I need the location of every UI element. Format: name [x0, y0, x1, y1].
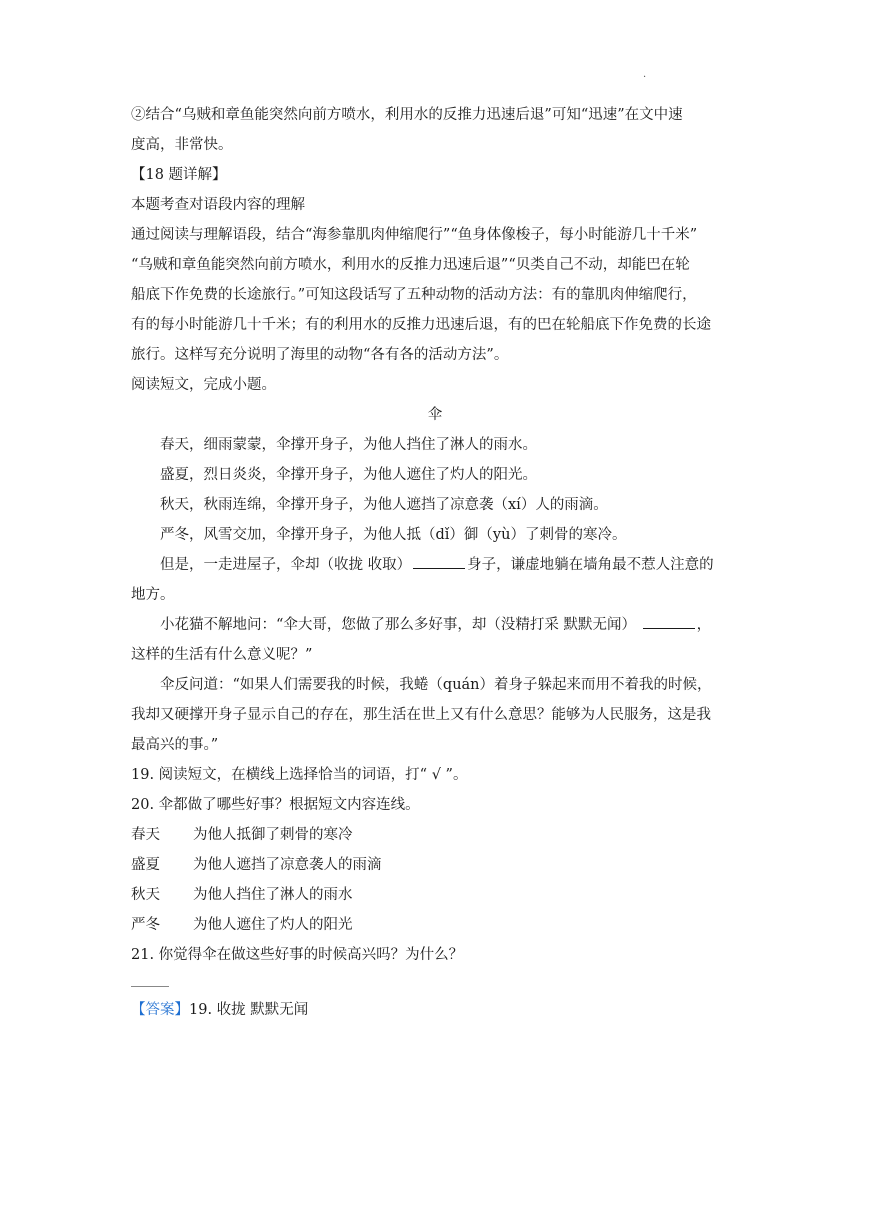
answer-tag: 【答案】 — [131, 1002, 189, 1018]
match-deed: 为他人挡住了淋人的雨水 — [193, 887, 353, 903]
para5-text-before: 但是，一走进屋子，伞却（收拢 收取） — [160, 557, 412, 573]
section-divider — [131, 986, 169, 987]
answer-text: 19. 收拢 默默无闻 — [189, 1002, 309, 1018]
match-season: 春天 — [131, 827, 160, 843]
passage-para-cat-question-cont: 这样的生活有什么意义呢？” — [131, 647, 313, 663]
para6-text-after: ， — [696, 617, 712, 633]
match-deed: 为他人遮住了灼人的阳光 — [193, 917, 353, 933]
match-deed: 为他人抵御了刺骨的寒冷 — [193, 827, 353, 843]
passage-para-autumn: 秋天，秋雨连绵，伞撑开身子，为他人遮挡了凉意袭（xí）人的雨滴。 — [160, 497, 608, 513]
passage-para-winter: 严冬，风雪交加，伞撑开身子，为他人抵（dǐ）御（yù）了刺骨的寒冷。 — [160, 527, 627, 543]
q18-explanation-line: 船底下作免费的长途旅行。”可知这段话写了五种动物的活动方法：有的靠肌肉伸缩爬行， — [131, 287, 697, 303]
prev-explanation-line-1: ②结合“乌贼和章鱼能突然向前方喷水，利用水的反推力迅速后退”可知“迅速”在文中速 — [131, 107, 683, 123]
match-season: 严冬 — [131, 917, 160, 933]
q18-explanation-line: 通过阅读与理解语段，结合“海参靠肌肉伸缩爬行”“鱼身体像梭子，每小时能游几十千米” — [131, 227, 698, 243]
passage-para-summer: 盛夏，烈日炎炎，伞撑开身子，为他人遮住了灼人的阳光。 — [160, 467, 537, 483]
header-mark: · — [643, 72, 647, 83]
match-season: 盛夏 — [131, 857, 160, 873]
para6-text-before: 小花猫不解地问：“伞大哥，您做了那么多好事，却（没精打采 默默无闻） — [160, 617, 637, 633]
document-body — [131, 100, 739, 1025]
match-row — [131, 820, 739, 850]
answer-blank-2[interactable] — [643, 612, 695, 629]
passage-para-indoors-cont: 地方。 — [131, 587, 175, 603]
q18-explanation-line: “乌贼和章鱼能突然向前方喷水，利用水的反推力迅速后退”“贝类自己不动，却能巴在轮 — [131, 257, 690, 273]
answer-blank-1[interactable] — [413, 552, 465, 569]
match-row — [131, 910, 739, 940]
answer-line — [131, 995, 739, 1025]
passage-para-umbrella-reply: 伞反问道：“如果人们需要我的时候，我蜷（quán）着身子躲起来而用不着我的时候， — [160, 677, 712, 693]
match-deed: 为他人遮挡了凉意袭人的雨滴 — [193, 857, 382, 873]
match-row — [131, 850, 739, 880]
passage-para-indoors — [131, 550, 739, 580]
passage-para-spring: 春天，细雨蒙蒙，伞撑开身子，为他人挡住了淋人的雨水。 — [160, 437, 537, 453]
question-21: 21. 你觉得伞在做这些好事的时候高兴吗？为什么？ — [131, 947, 464, 963]
match-row — [131, 880, 739, 910]
question-19: 19. 阅读短文，在横线上选择恰当的词语，打“ √ ”。 — [131, 767, 468, 783]
q18-explanation-line: 有的每小时能游几十千米；有的利用水的反推力迅速后退，有的巴在轮船底下作免费的长途 — [131, 317, 711, 333]
prev-explanation-line-2: 度高，非常快。 — [131, 137, 233, 153]
q18-explanation-line: 旅行。这样写充分说明了海里的动物“各有各的活动方法”。 — [131, 347, 509, 363]
question-20: 20. 伞都做了哪些好事？根据短文内容连线。 — [131, 797, 420, 813]
q18-heading: 【18 题详解】 — [131, 167, 227, 183]
passage-title: 伞 — [427, 407, 443, 423]
passage-para-cat-question — [131, 610, 739, 640]
reading-instruction: 阅读短文，完成小题。 — [131, 377, 276, 393]
passage-para-umbrella-reply-end: 最高兴的事。” — [131, 737, 219, 753]
q18-topic: 本题考查对语段内容的理解 — [131, 197, 305, 213]
para5-text-after: 身子，谦虚地躺在墙角最不惹人注意的 — [467, 557, 714, 573]
passage-para-umbrella-reply-cont: 我却又硬撑开身子显示自己的存在，那生活在世上又有什么意思？能够为人民服务，这是我 — [131, 707, 711, 723]
match-season: 秋天 — [131, 887, 160, 903]
